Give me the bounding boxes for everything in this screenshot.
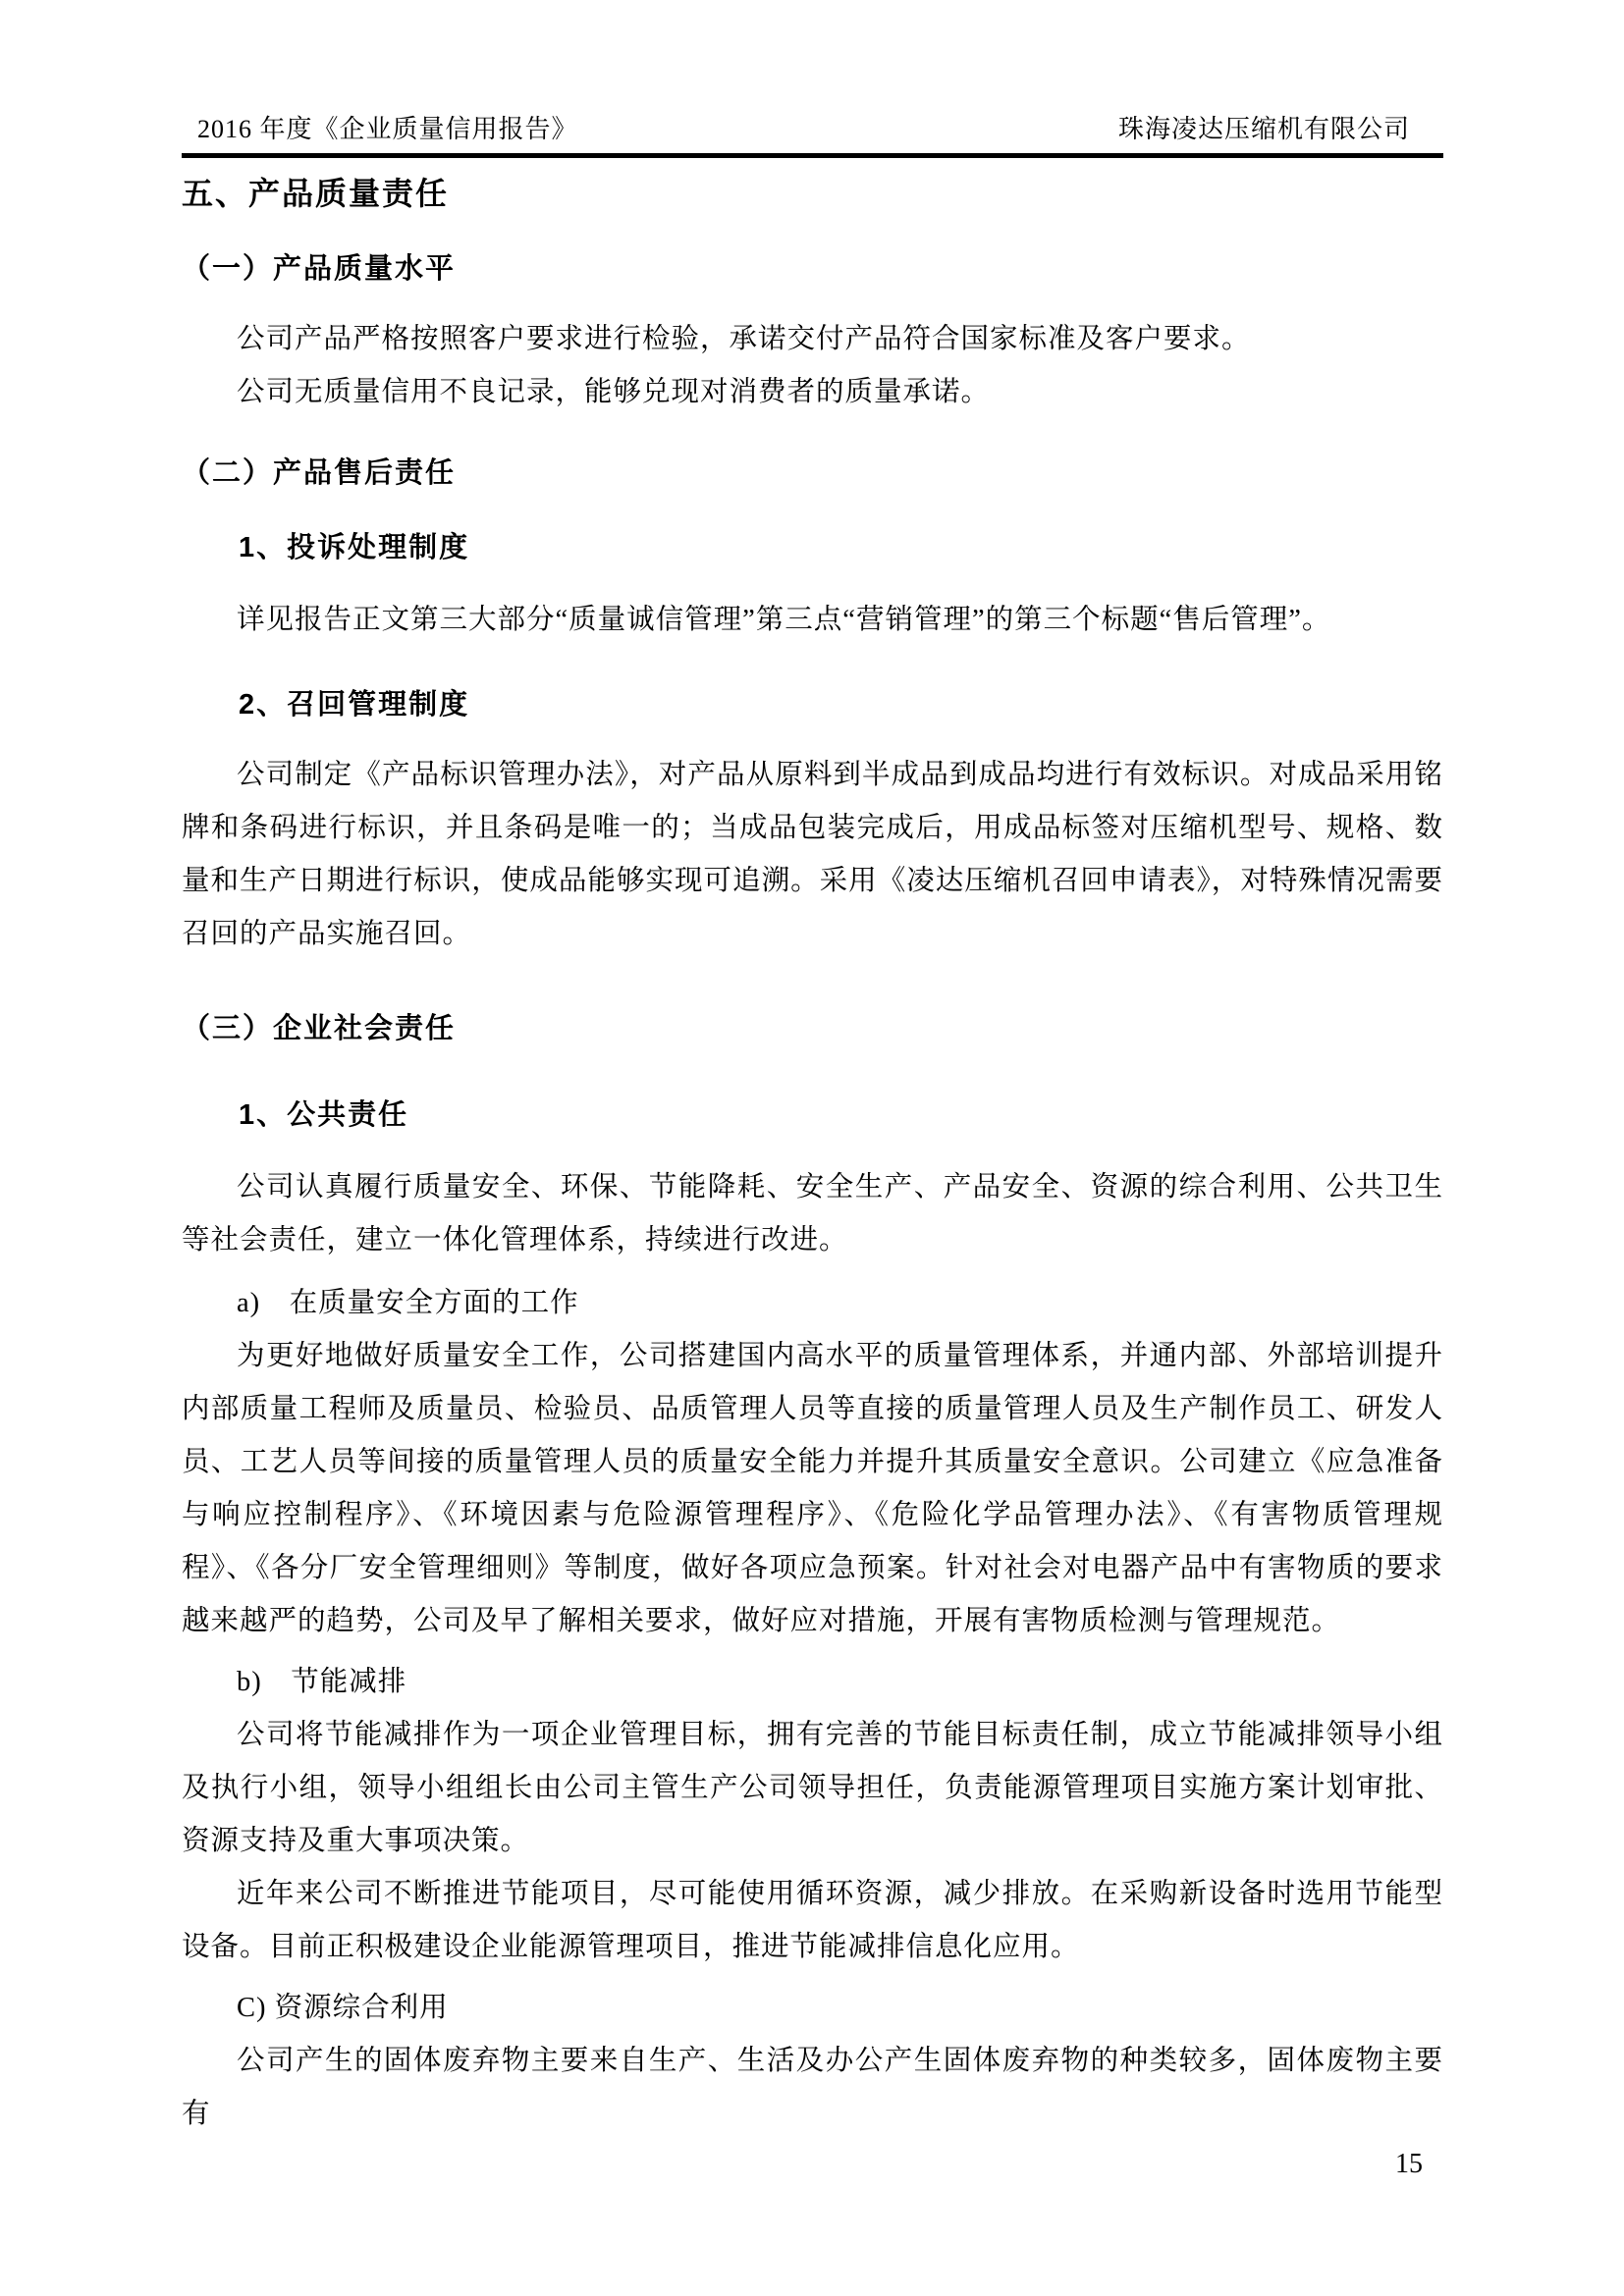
paragraph-social-responsibility-overview: 公司认真履行质量安全、环保、节能降耗、安全生产、产品安全、资源的综合利用、公共卫生等社会责任，建立一体化管理体系，持续进行改进。 xyxy=(182,1172,1443,1255)
section-heading-product-quality-responsibility: 五、产品质量责任 xyxy=(182,176,450,211)
paragraph-inspection-commitment: 公司产品严格按照客户要求进行检验，承诺交付产品符合国家标准及客户要求。 xyxy=(237,324,1251,354)
list-item-quality-safety-work: a) 在质量安全方面的工作 xyxy=(237,1288,579,1318)
subsection-heading-corporate-social-responsibility: （三）企业社会责任 xyxy=(182,1013,457,1044)
list-item-energy-saving: b) 节能减排 xyxy=(237,1667,407,1697)
subsection-heading-after-sales-responsibility: （二）产品售后责任 xyxy=(182,457,457,489)
page-header xyxy=(182,114,1443,145)
paragraph-no-bad-credit-record: 公司无质量信用不良记录，能够兑现对消费者的质量承诺。 xyxy=(237,377,991,407)
paragraph-recall-management: 公司制定《产品标识管理办法》，对产品从原料到半成品到成品均进行有效标识。对成品采用铭牌和条码进行标识，并且条码是唯一的；当成品包装完成后，用成品标签对压缩机型号、规格、数量和生产日期进行标识，使成品能够实现可追溯。采用《凌达压缩机召回申请表》，对特殊情况需要召回的产品实施召回。 xyxy=(182,760,1443,949)
subheading-complaint-handling-system: 1、投诉处理制度 xyxy=(239,532,470,563)
paragraph-energy-saving-projects: 近年来公司不断推进节能项目，尽可能使用循环资源，减少排放。在采购新设备时选用节能型设备。目前正积极建设企业能源管理项目，推进节能减排信息化应用。 xyxy=(182,1879,1443,1962)
paragraph-solid-waste: 公司产生的固体废弃物主要来自生产、生活及办公产生固体废弃物的种类较多，固体废物主要有 xyxy=(182,2046,1443,2129)
subheading-public-responsibility: 1、公共责任 xyxy=(239,1099,409,1131)
page-content xyxy=(182,0,1443,2141)
page-number: 15 xyxy=(1395,2149,1423,2179)
subheading-recall-management-system: 2、召回管理制度 xyxy=(239,689,470,721)
list-item-resource-utilization: C) 资源综合利用 xyxy=(237,1993,449,2023)
paragraph-complaint-reference: 详见报告正文第三大部分“质量诚信管理”第三点“营销管理”的第三个标题“售后管理”。 xyxy=(237,605,1331,635)
header-divider-rule xyxy=(182,153,1443,158)
paragraph-energy-saving-organization: 公司将节能减排作为一项企业管理目标，拥有完善的节能目标责任制，成立节能减排领导小组及执行小组，领导小组组长由公司主管生产公司领导担任，负责能源管理项目实施方案计划审批、资源支持及重大事项决策。 xyxy=(182,1720,1443,1856)
header-company-name: 珠海凌达压缩机有限公司 xyxy=(1117,115,1410,143)
paragraph-quality-safety-detail: 为更好地做好质量安全工作，公司搭建国内高水平的质量管理体系，并通内部、外部培训提升内部质量工程师及质量员、检验员、品质管理人员等直接的质量管理人员及生产制作员工、研发人员、工艺人员等间接的质量管理人员的质量安全能力并提升其质量安全意识。公司建立《应急准备与响应控制程序》、《环境因素与危险源管理程序》、《危险化学品管理办法》、《有害物质管理规程》、《各分厂安全管理细则》等制度，做好各项应急预案。针对社会对电器产品中有害物质的要求越来越严的趋势，公司及早了解相关要求，做好应对措施，开展有害物质检测与管理规范。 xyxy=(182,1341,1443,1636)
subsection-heading-product-quality-level: （一）产品质量水平 xyxy=(182,253,457,285)
header-report-title: 2016 年度《企业质量信用报告》 xyxy=(197,115,578,143)
